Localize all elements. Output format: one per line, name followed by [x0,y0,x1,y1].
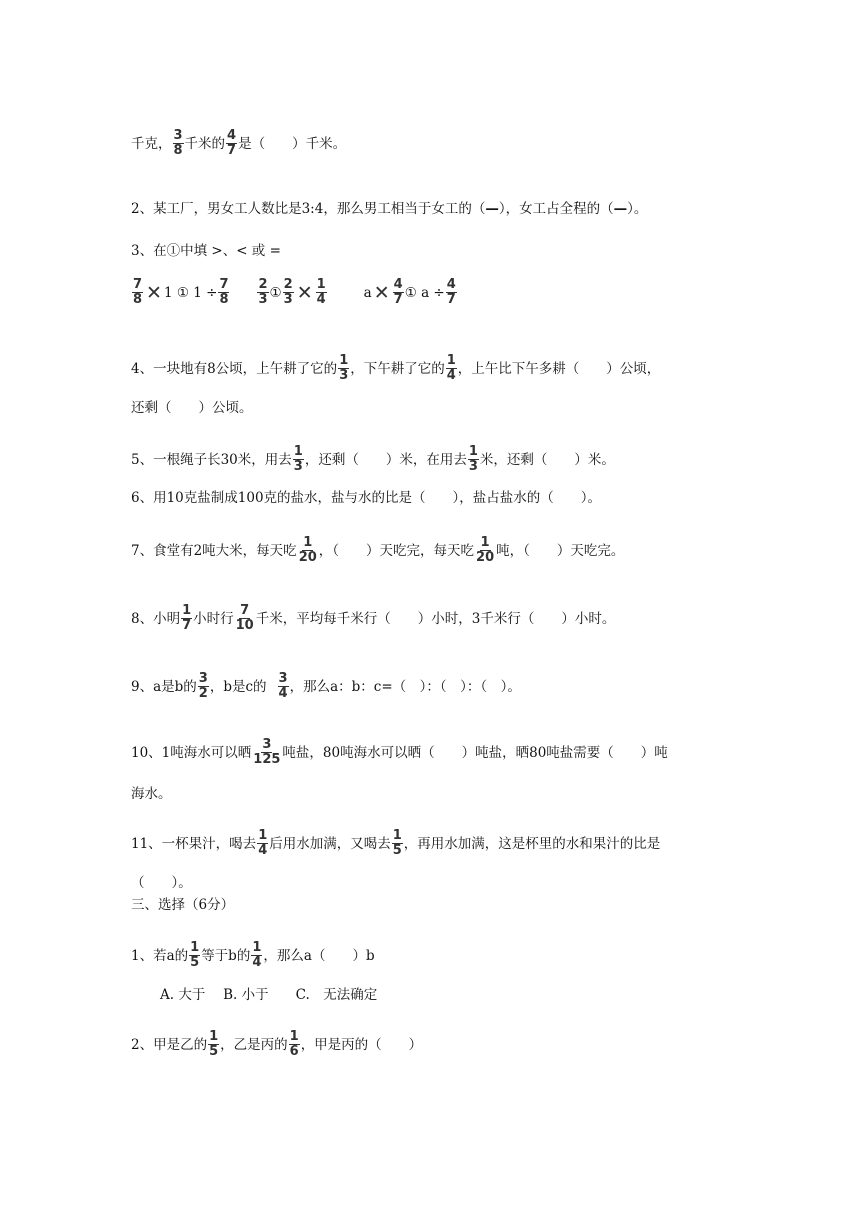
text: 小时行 [193,610,234,627]
question-10-line-2 [131,784,172,804]
text: 4、一块地有8公顷，上午耕了它的 [131,360,338,377]
question-9 [131,672,521,701]
text: a [363,284,372,301]
fraction: $\frac{4}{7}$ [446,277,456,307]
comparison-row [131,278,458,307]
question-continuation [131,129,346,158]
fraction: $\frac{7}{10}$ [235,603,254,633]
text: 2、甲是乙的 [131,1036,208,1053]
text: 等于b的 [201,947,251,964]
fraction: $\frac{1}{20}$ [298,535,317,565]
text: 还剩（ ）公顷。 [131,400,253,416]
text: 千克， [131,135,172,152]
question-6 [131,488,601,508]
fraction: $\frac{3}{8}$ [173,128,183,158]
text: 千米的 [184,135,226,152]
text: 1、若a的 [131,947,189,964]
fraction: $\frac{7}{8}$ [133,277,143,307]
multiply-icon: ✕ [296,281,313,304]
choice-1-options [160,985,377,1005]
fraction: $\frac{7}{8}$ [219,277,229,307]
question-10 [131,738,668,767]
text: 米，还剩（ ）米。 [479,451,615,468]
blank-dash: — [485,201,499,217]
text: 三、选择（6分） [131,897,235,913]
text: ，再用水加满，这是杯里的水和果汁的比是 [403,835,661,852]
question-2 [131,199,647,219]
fraction: $\frac{1}{3}$ [293,444,303,474]
fraction: $\frac{1}{5}$ [392,828,402,858]
question-8 [131,604,615,633]
text: ）。 [627,201,648,217]
text: ，那么a：b：c=（ ）：（ ）：（ ）。 [289,678,521,695]
question-4-line-2 [131,398,253,418]
fraction: $\frac{2}{3}$ [258,277,268,307]
question-11 [131,829,660,858]
text: 2、某工厂，男女工人数比是3:4，那么男工相当于女工的（ [131,201,486,217]
text: 10、1吨海水可以晒 [131,744,252,761]
text: ），女工占全程的（ [498,201,614,217]
text: 6、用10克盐制成100克的盐水，盐与水的比是（ ），盐占盐水的（ ）。 [131,490,602,506]
section-title [131,895,234,915]
text: 5、一根绳子长30米，用去 [131,451,292,468]
question-4 [131,354,660,383]
question-7 [131,536,624,565]
text: ，甲是丙的（ ） [300,1036,423,1053]
fraction: $\frac{1}{3}$ [339,353,349,383]
text: ，b是c的 [209,678,267,695]
multiply-icon: ✕ [373,281,390,304]
text: ，乙是丙的 [220,1036,288,1053]
text: 8、小明 [131,610,181,627]
fraction: $\frac{1}{4}$ [258,828,268,858]
fraction: $\frac{1}{4}$ [316,277,326,307]
fraction: $\frac{3}{125}$ [253,737,281,767]
multiply-icon: ✕ [146,281,162,304]
text: 千米，平均每千米行（ ）小时，3千米行（ ）小时。 [255,610,616,627]
fraction: $\frac{1}{3}$ [468,444,478,474]
blank-dash: — [613,201,628,217]
text: 9、a是b的 [131,678,197,695]
text: 1 ① 1 ÷ [163,284,218,301]
text: ，下午耕了它的 [350,360,445,377]
question-3 [131,241,281,261]
fraction: $\frac{1}{4}$ [446,353,456,383]
fraction: $\frac{1}{4}$ [252,940,262,970]
question-11-line-2 [131,873,192,893]
text: 是（ ）千米。 [238,135,347,152]
options-text: A. 大于 B. 小于 C. 无法确定 [160,987,378,1003]
fraction: $\frac{1}{20}$ [476,535,495,565]
fraction: $\frac{1}{7}$ [182,603,192,633]
text: 吨盐，80吨海水可以晒（ ）吨盐，晒80吨盐需要（ ）吨 [282,744,668,761]
text: ① a ÷ [404,284,445,301]
fraction: $\frac{3}{4}$ [278,671,288,701]
text: ，那么a（ ）b [263,947,375,964]
text: 吨，（ ）天吃完。 [496,542,625,559]
text: （ ）。 [131,875,192,891]
text: ，（ ）天吃完，每天吃 [318,542,475,559]
fraction: $\frac{3}{2}$ [198,671,208,701]
question-5 [131,445,615,474]
fraction: $\frac{4}{7}$ [393,277,403,307]
fraction: $\frac{1}{5}$ [190,940,200,970]
text: 海水。 [131,786,172,802]
choice-1 [131,941,375,970]
text: 3、在①中填 >、< 或 = [131,243,281,259]
text: 后用水加满，又喝去 [269,835,391,852]
choice-2 [131,1030,422,1059]
fraction: $\frac{4}{7}$ [227,128,237,158]
text: ① [269,284,282,301]
text: 11、一杯果汁，喝去 [131,835,257,852]
fraction: $\frac{1}{5}$ [209,1029,219,1059]
text: ，上午比下午多耕（ ）公顷， [457,360,661,377]
fraction: $\frac{2}{3}$ [283,277,293,307]
fraction: $\frac{1}{6}$ [289,1029,299,1059]
text: ，还剩（ ）米，在用去 [304,451,467,468]
text: 7、食堂有2吨大米，每天吃 [131,542,297,559]
